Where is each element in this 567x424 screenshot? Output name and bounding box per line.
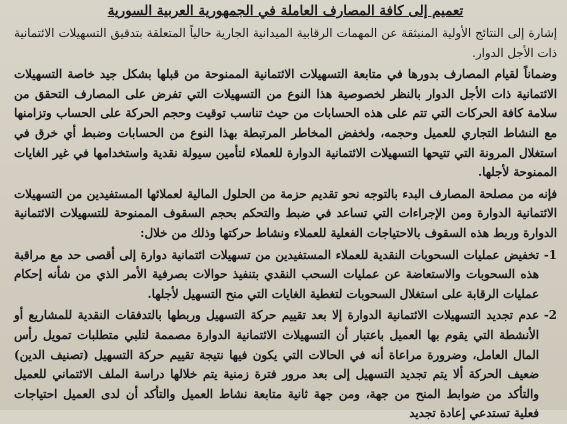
item-number: 1- <box>543 247 557 262</box>
list-item <box>14 306 557 424</box>
circular-document <box>14 2 557 424</box>
item-text: عدم تجديد التسهيلات الائتمانية الدوارة إلا بعد تقييم حركة التسهيل وربطها بالتدفقات النقدية للمشاريع أو الأنشطة التي يقوم بها العميل باعتبار أن التسهيلات الائتمانية الدوارة مصممة لتلبي متطلبات تمويل رأس المال العامل، وضرورة مراعاة أنه في الحالات التي يكون فيها نتيجة تقييم حركة التسهيل (تصنيف الدين) ضعيف الحركة ألا يتم تجديد التسهيل إلى بعد مرور فترة زمنية يتم خلالها دراسة الملف الائتماني للعميل والتأكد من ضوابط المنح من جهة، ومن جهة ثانية متابعة نشاط العميل والتأكد أن لدى العميل احتياجات فعلية تستدعي إعادة تجديد <box>14 308 539 421</box>
paragraph-reference: إشارة إلى النتائج الأولية المنبثقة عن المهمات الرقابية الميدانية الجارية حالياً المتعلقة بتدقيق التسهيلات الائتمانية ذات الأجل الدوار. <box>14 26 557 60</box>
item-text: تخفيض عمليات السحوبات النقدية للعملاء المستفيدين من تسهيلات ائتمانية دوارة إلى أقصى حد مع مراقبة هذه السحوبات والاستعاضة عن عمليات السحب النقدي بتنفيذ حوالات بصرفية الأمر الذي من شأنه إحكام عمليات الرقابة على استغلال السحوبات لتغطية الغايات التي منح التسهيل لأجلها. <box>14 247 539 301</box>
paragraph-directive: فإنه من مصلحة المصارف البدء بالتوجه نحو تقديم حزمة من الحلول المالية لعملائها المستفيدين من التسهيلات الائتمانية الدوارة ومن الإجراءات التي تساعد في ضبط والتحكم بحجم السقوف الممنوحة للتسهيلات الائتمانية الدوارة وربط هذه السقوف بالاحتياجات الفعلية للعملاء ونشاط حركتها وذلك من خلال: <box>14 186 557 240</box>
list-item <box>14 246 557 305</box>
paragraph-rationale: وضماناً لقيام المصارف بدورها في متابعة التسهيلات الائتمانية الممنوحة من قبلها بشكل جيد خاصة التسهيلات الائتمانية ذات الأجل الدوار بالنظر لخصوصية هذا النوع من التسهيلات التي تفرض على المصارف التحقق من سلامة كافة الحركات التي تتم على هذه الحسابات من حيث تناسب توقيت وحجم الحركة على الحساب وتزامنها مع النشاط التجاري للعميل وحجمه، ولخفض المخاطر المرتبطة بهذا النوع من الحسابات وضبط أي خرق في استغلال المرونة التي تتيحها التسهيلات الائتمانية الدوارة للعملاء لتأمين سيولة نقدية واستخدامها في غير الغايات الممنوحة لأجلها. <box>14 67 557 180</box>
document-title: تعميم إلى كافة المصارف العاملة في الجمهورية العربية السورية <box>107 3 464 19</box>
item-number: 2- <box>543 308 557 323</box>
